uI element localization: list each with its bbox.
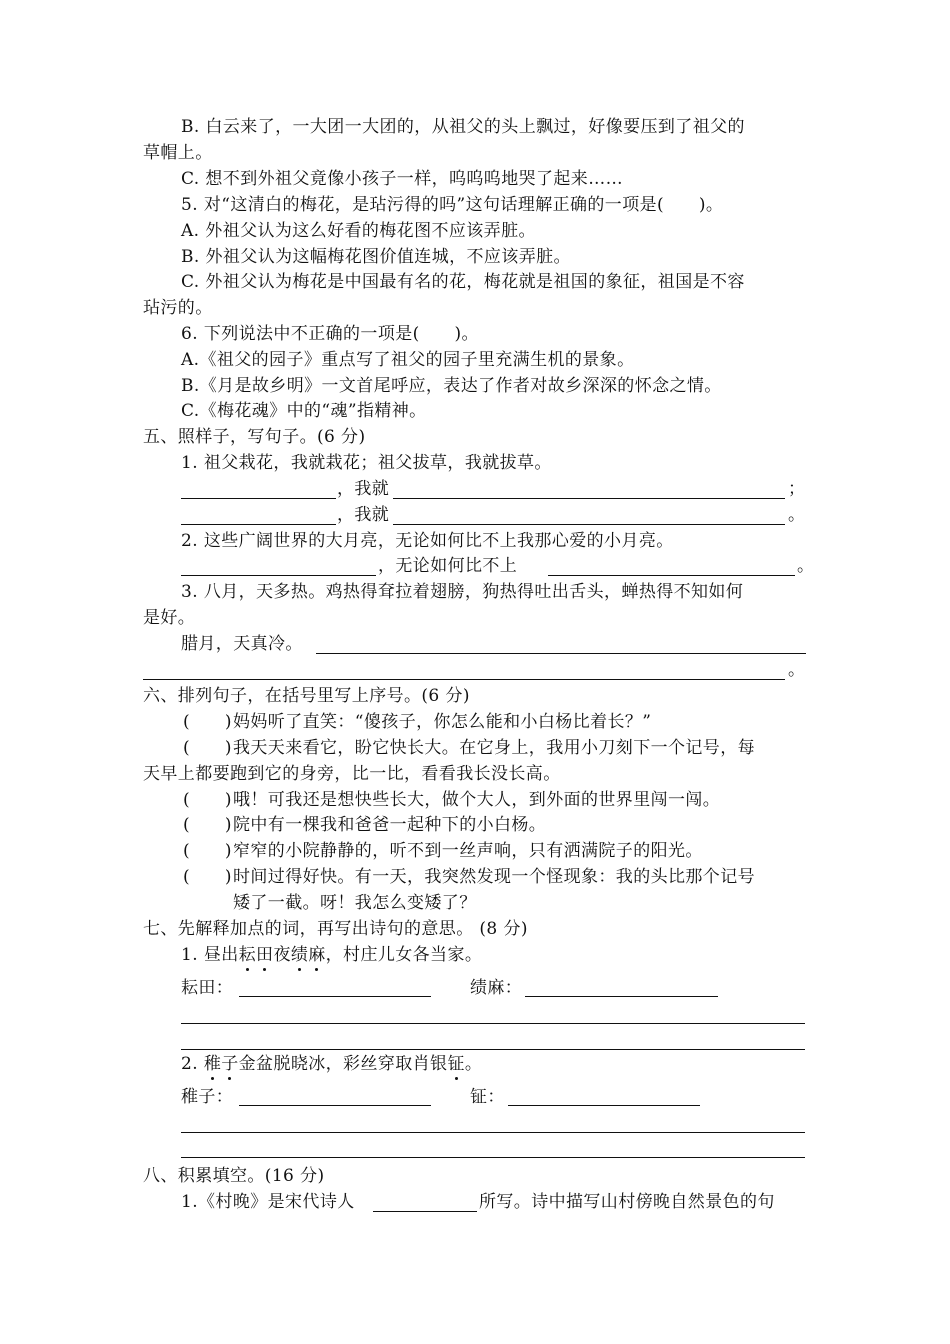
poem-1-number: 1. 昼出 [181, 945, 239, 965]
sec5-item-3: 3. 八月，天多热。鸡热得耷拉着翅膀，狗热得吐出舌头，蝉热得不知如何 [181, 582, 744, 602]
answer-line-2b[interactable] [181, 1157, 805, 1158]
sec6-bracket-2[interactable]: ( ) [183, 738, 232, 758]
sec5-blank-1b[interactable] [393, 498, 785, 499]
sec6-sentence-6-cont: 矮了一截。呀！我怎么变矮了？ [233, 893, 477, 913]
blank-zhizi[interactable] [239, 1105, 431, 1106]
label-zheng: 钲： [470, 1087, 505, 1107]
poem-2-number: 2. [181, 1054, 204, 1074]
sec5-wojiu-1: ，我就 [337, 479, 390, 499]
sec5-wulun: ，无论如何比不上 [378, 556, 518, 576]
sec6-bracket-4[interactable]: ( ) [183, 815, 232, 835]
q6-option-b: B.《月是故乡明》一文首尾呼应，表达了作者对故乡深深的怀念之情。 [181, 376, 722, 396]
sec5-item-1: 1. 祖父栽花，我就栽花；祖父拔草，我就拔草。 [181, 453, 552, 473]
q4-option-c: C. 想不到外祖父竟像小孩子一样，呜呜呜地哭了起来…… [181, 169, 624, 189]
q6-option-c: C.《梅花魂》中的“魂”指精神。 [181, 401, 427, 421]
sec6-bracket-1[interactable]: ( ) [183, 712, 232, 732]
sec5-period-2: 。 [797, 556, 815, 576]
dotted-char-zheng: 钲 [447, 1054, 465, 1074]
label-zhizi: 稚子： [181, 1087, 234, 1107]
section-5-title: 五、照样子，写句子。(6 分) [143, 427, 366, 447]
sec5-item-3-cont: 是好。 [143, 608, 196, 628]
sec6-sentence-3: 哦！可我还是想快些长大，做个大人，到外面的世界里闯一闯。 [233, 790, 721, 810]
answer-line-1b[interactable] [181, 1049, 805, 1050]
dotted-char-ma: 麻 [308, 945, 326, 965]
sec5-blank-2a[interactable] [181, 575, 376, 576]
sec5-blank-1d[interactable] [393, 524, 785, 525]
label-yuntian: 耘田： [181, 978, 234, 998]
poem-2-mid: 金盆脱晓冰，彩丝穿取肖银 [238, 1054, 448, 1074]
sec6-bracket-5[interactable]: ( ) [183, 841, 232, 861]
answer-line-2a[interactable] [181, 1132, 805, 1133]
section-6-title: 六、排列句子，在括号里写上序号。(6 分) [143, 686, 470, 706]
q6-option-a: A.《祖父的园子》重点写了祖父的园子里充满生机的景象。 [181, 350, 635, 370]
q6-question: 6. 下列说法中不正确的一项是( )。 [181, 324, 479, 344]
sec6-sentence-4: 院中有一棵我和爸爸一起种下的小白杨。 [233, 815, 547, 835]
dotted-char-yun: 耘 [238, 945, 257, 965]
dotted-char-ji: 绩 [290, 945, 309, 965]
sec6-bracket-6[interactable]: ( ) [183, 867, 232, 887]
q5-option-c: C. 外祖父认为梅花是中国最有名的花，梅花就是祖国的象征，祖国是不容 [181, 272, 745, 292]
sec5-item-2: 2. 这些广阔世界的大月亮，无论如何比不上我那心爱的小月亮。 [181, 531, 674, 551]
sec5-blank-3a[interactable] [316, 653, 806, 654]
sec5-blank-2b[interactable] [548, 575, 795, 576]
poem-2-end: 。 [464, 1054, 483, 1074]
sec5-period-1: 。 [788, 505, 806, 525]
q4-option-b: B. 白云来了，一大团一大团的，从祖父的头上飘过，好像要压到了祖父的 [181, 117, 745, 137]
section-7-title: 七、先解释加点的词，再写出诗句的意思。 (8 分) [143, 919, 528, 939]
sec8-blank-poet[interactable] [373, 1211, 477, 1212]
sec7-poem-2 [181, 1054, 482, 1074]
answer-line-1a[interactable] [181, 1023, 805, 1024]
q5-option-c-cont: 玷污的。 [143, 298, 213, 318]
dotted-char-tian: 田 [256, 945, 274, 965]
q5-option-b: B. 外祖父认为这幅梅花图价值连城，不应该弄脏。 [181, 247, 571, 267]
blank-zheng[interactable] [508, 1105, 700, 1106]
sec6-sentence-1: 妈妈听了直笑：“傻孩子，你怎么能和小白杨比着长？” [233, 712, 652, 732]
sec5-blank-1a[interactable] [181, 498, 336, 499]
q4-option-b-cont: 草帽上。 [143, 143, 213, 163]
poem-1-mid: 夜 [273, 945, 291, 965]
sec6-sentence-2: 我天天来看它，盼它快长大。在它身上，我用小刀刻下一个记号，每 [233, 738, 755, 758]
sec7-poem-1 [181, 945, 482, 965]
blank-yuntian[interactable] [239, 996, 431, 997]
sec6-sentence-2-cont: 天早上都要跑到它的身旁，比一比，看看我长没长高。 [143, 764, 561, 784]
blank-jima[interactable] [525, 996, 718, 997]
section-8-title: 八、积累填空。(16 分) [143, 1166, 325, 1186]
label-jima: 绩麻： [470, 978, 523, 998]
sec5-semicolon: ； [788, 479, 806, 499]
dotted-char-zhi: 稚 [203, 1054, 222, 1074]
q5-option-a: A. 外祖父认为这么好看的梅花图不应该弄脏。 [181, 221, 536, 241]
sec8-item-1a: 1.《村晚》是宋代诗人 [181, 1192, 355, 1212]
sec8-item-1b: 所写。诗中描写山村傍晚自然景色的句 [479, 1192, 775, 1212]
sec5-blank-1c[interactable] [181, 524, 336, 525]
sec5-blank-3b[interactable] [143, 679, 785, 680]
sec5-wojiu-2: ，我就 [337, 505, 390, 525]
sec5-layue: 腊月，天真冷。 [181, 634, 303, 654]
sec6-bracket-3[interactable]: ( ) [183, 790, 232, 810]
sec6-sentence-6: 时间过得好快。有一天，我突然发现一个怪现象：我的头比那个记号 [233, 867, 755, 887]
sec6-sentence-5: 窄窄的小院静静的，听不到一丝声响，只有洒满院子的阳光。 [233, 841, 703, 861]
q5-question: 5. 对“这清白的梅花，是玷污得的吗”这句话理解正确的一项是( )。 [181, 195, 724, 215]
sec5-period-3: 。 [788, 660, 806, 680]
poem-1-end: ，村庄儿女各当家。 [325, 945, 483, 965]
dotted-char-zi: 子 [221, 1054, 239, 1074]
